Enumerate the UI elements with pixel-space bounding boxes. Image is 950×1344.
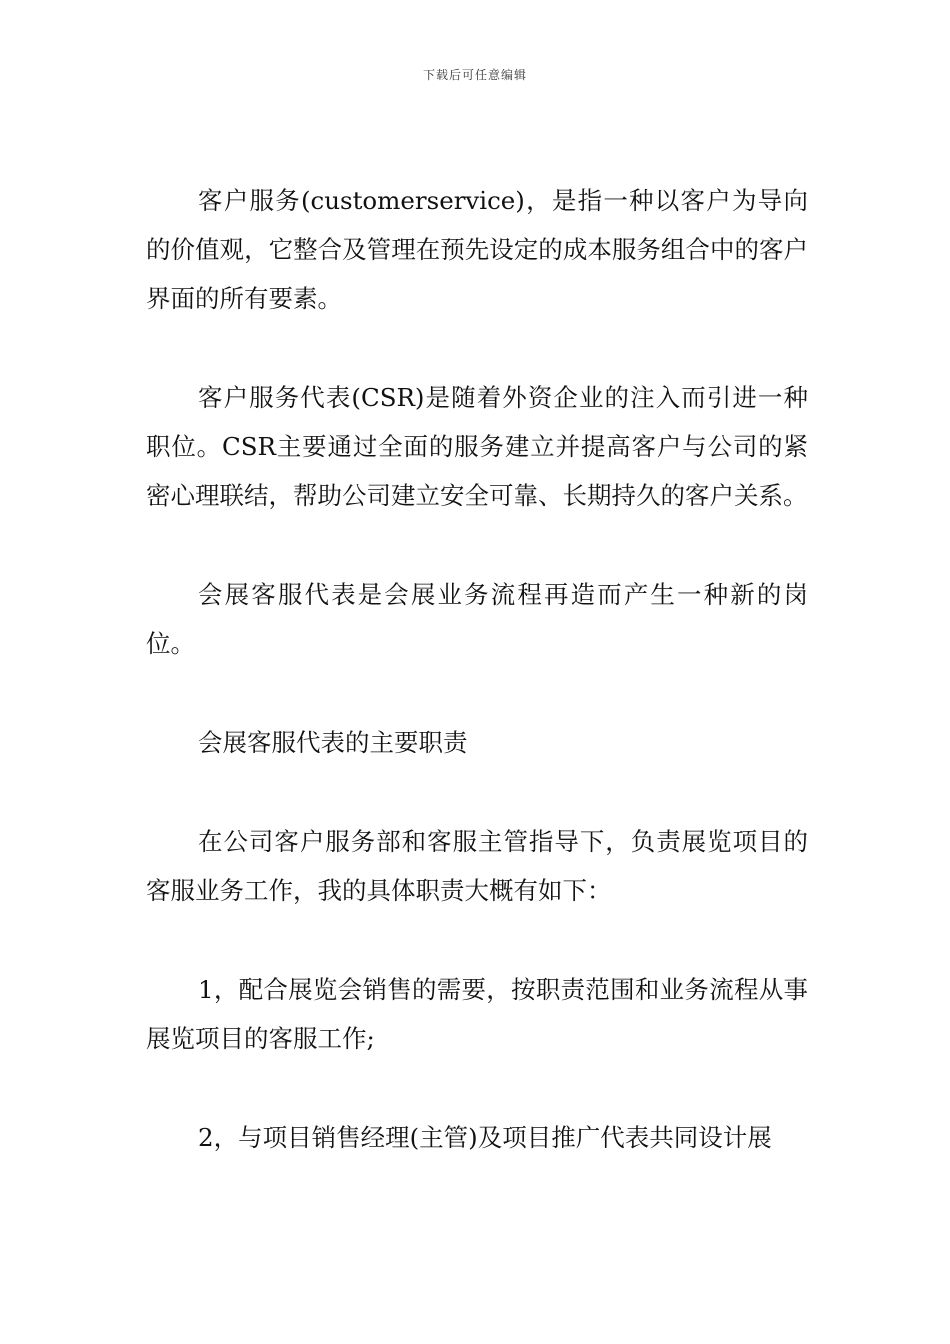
paragraph-duties-heading: 会展客服代表的主要职责 <box>198 728 468 757</box>
paragraph-duties-intro: 在公司客户服务部和客服主管指导下，负责展览项目的客服业务工作，我的具体职责大概有如下： <box>146 827 808 905</box>
header-note: 下载后可任意编辑 <box>422 68 527 82</box>
paragraph-csr: 客户服务代表(CSR)是随着外资企业的注入而引进一种职位。CSR主要通过全面的服务建立并提高客户与公司的紧密心理联结，帮助公司建立安全可靠、长期持久的客户关系。 <box>146 383 808 510</box>
paragraph-customer-service: 客户服务(customerservice)，是指一种以客户为导向的价值观，它整合及管理在预先设定的成本服务组合中的客户界面的所有要素。 <box>146 186 808 313</box>
paragraph-duty-1: 1，配合展览会销售的需要，按职责范围和业务流程从事展览项目的客服工作; <box>146 975 808 1053</box>
paragraph-duty-2: 2，与项目销售经理(主管)及项目推广代表共同设计展 <box>198 1123 772 1152</box>
paragraph-exhibition-rep: 会展客服代表是会展业务流程再造而产生一种新的岗位。 <box>146 580 808 658</box>
document-body <box>146 176 808 1212</box>
